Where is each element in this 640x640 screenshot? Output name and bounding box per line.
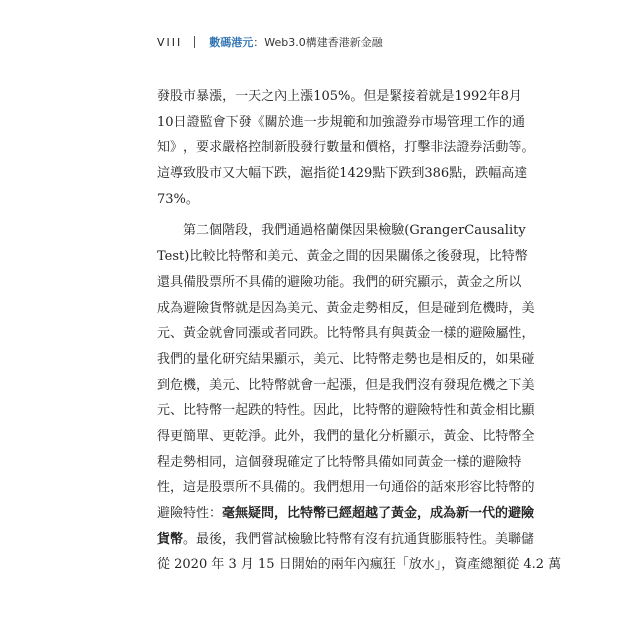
text-line-with-bold: [157, 501, 535, 527]
body-text: [157, 84, 562, 578]
text-line: 得 更 簡 單 、 更 乾 淨 。 此 外 ， 我 們 的 量 化 分 析 顯 示 ， 黃 金 、 比 特 幣 全: [157, 428, 535, 444]
page-number: VIII: [157, 35, 183, 49]
book-series-title: 數碼港元: [209, 36, 254, 49]
book-subtitle: ：Web3.0構建香港新金融: [253, 36, 383, 49]
text-line: 到 危 機 ， 美 元 、 比 特 幣 就 會 一 起 漲 ， 但 是 我 們 沒 有 發 現 危 機 之 下 美: [157, 377, 535, 393]
text-span: 避險特性：: [157, 506, 223, 521]
text-line: 性 ， 這 是 股 票 所 不 具 備 的 。 我 們 想 用 一 句 通 俗 的 話 來 形 容 比 特 幣 的: [157, 480, 535, 496]
text-line: 元 、 黃 金 就 會 同 漲 或 者 同 跌 。 比 特 幣 具 有 與 黃 金 一 樣 的 避 險 屬 性 ，: [157, 326, 535, 342]
paragraph-1: [157, 84, 535, 212]
text-span: 。最後，我們嘗試檢驗比特幣有沒有抗通貨膨脹特性。美聯儲: [183, 531, 535, 547]
text-line: 程 走 勢 相 同 ， 這 個 發 現 確 定 了 比 特 幣 具 備 如 同 黃 金 一 樣 的 避 險 特: [157, 454, 522, 470]
text-line: 元 、 比 特 幣 一 起 跌 的 特 性 。 因 此 ， 比 特 幣 的 避 險 特 性 和 黃 金 相 比 顯: [157, 403, 535, 419]
text-line: 發 股 市 暴 漲 ， 一 天 之 內 上 漲 105% 。 但 是 緊 接 着 就 是 1992 年 8 月: [157, 89, 522, 104]
text-line-with-bold: [157, 527, 535, 553]
text-line: 第 二 個 階 段 ， 我 們 通 過 格 蘭 傑 因 果 檢 驗 (Granger Causality: [183, 223, 526, 239]
header-divider: [194, 36, 195, 48]
paragraph-2: [157, 218, 562, 578]
running-header: [157, 32, 383, 52]
text-line: 還 具 備 股 票 所 不 具 備 的 避 險 功 能 。 我 們 的 研 究 顯 示 ， 黃 金 之 所 以: [157, 274, 522, 290]
bold-emphasis: 毫無疑問，比特幣已經超越了黃金，成為新一代的避險: [222, 506, 535, 521]
text-line: 我 們 的 量 化 研 究 結 果 顯 示 ， 美 元 、 比 特 幣 走 勢 也 是 相 反 的 ， 如 果 碰: [157, 351, 535, 367]
text-line: Test) 比 較 比 特 幣 和 美 元 、 黃 金 之 間 的 因 果 關 係 之 後 發 現 ， 比 特 幣: [157, 249, 528, 265]
text-line: 知 》 ， 要 求 嚴 格 控 制 新 股 發 行 數 量 和 價 格 ， 打 擊 非 法 證 券 活 動 等 。: [157, 140, 535, 156]
text-line: 73%。: [157, 191, 199, 207]
bold-emphasis: 貨幣: [157, 531, 184, 547]
text-line: 從 2020 年 3 月 15 日開始的兩年內瘋狂「放水」，資產總額從 4.2 萬: [157, 557, 562, 573]
text-line: 10 日 證 監 會 下 發 《 關 於 進 一 步 規 範 和 加 強 證 券 市 場 管 理 工 作 的 通: [157, 114, 525, 130]
text-line: 這 導 致 股 市 又 大 幅 下 跌 ， 滬 指 從 1429 點 下 跌 到 386 點 ， 跌 幅 高 達: [157, 166, 528, 182]
text-line: 成 為 避 險 貨 幣 就 是 因 為 美 元 、 黃 金 走 勢 相 反 ， 但 是 碰 到 危 機 時 ， 美: [157, 300, 535, 316]
